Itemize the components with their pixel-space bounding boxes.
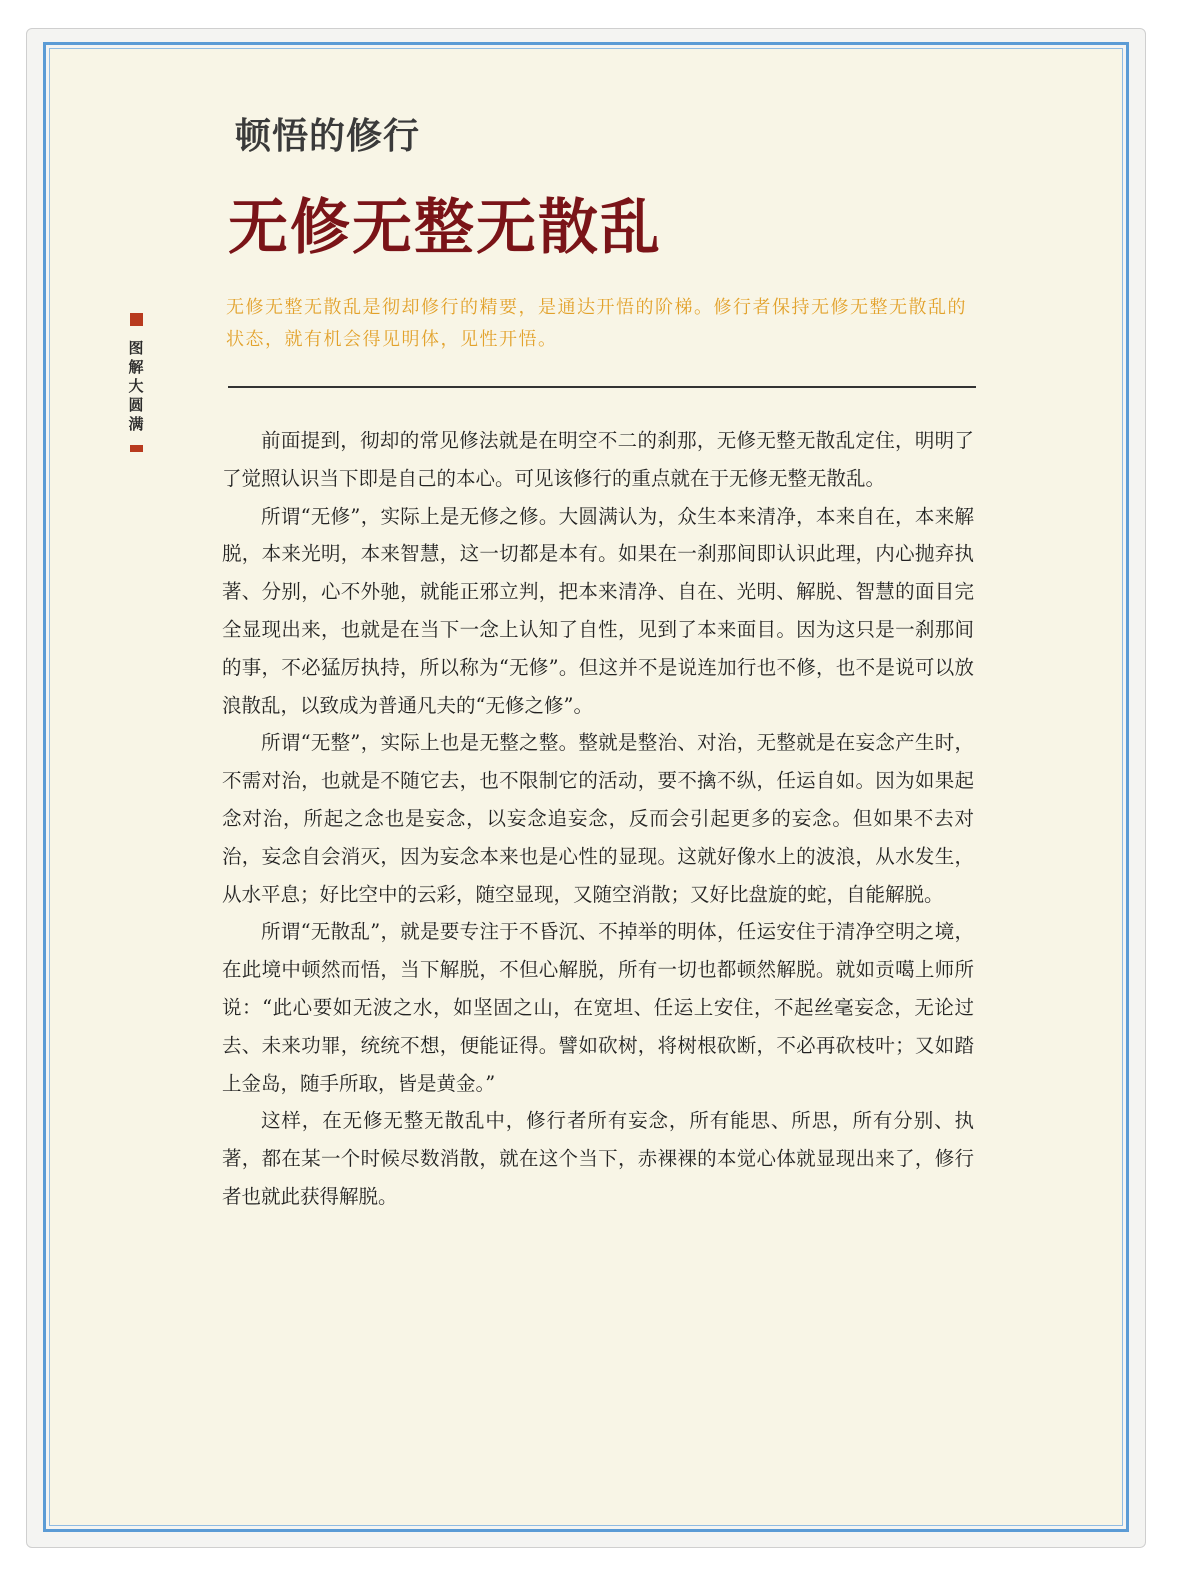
- paragraph: 所谓“无整”，实际上也是无整之整。整就是整治、对治，无整就是在妄念产生时，不需对治，也就是不随它去，也不限制它的活动，要不擒不纵，任运自如。因为如果起念对治，所起之念也是妄念，以妄念追妄念，反而会引起更多的妄念。但如果不去对治，妄念自会消灭，因为妄念本来也是心性的显现。这就好像水上的波浪，从水发生，从水平息；好比空中的云彩，随空显现，又随空消散；又好比盘旋的蛇，自能解脱。: [222, 731, 974, 906]
- body-text: [222, 422, 974, 1216]
- paragraph: 所谓“无散乱”，就是要专注于不昏沉、不掉举的明体，任运安住于清净空明之境，在此境中顿然而悟，当下解脱，不但心解脱，所有一切也都顿然解脱。就如贡噶上师所说：“此心要如无波之水，如坚固之山，在宽坦、任运上安住，不起丝毫妄念，无论过去、未来功罪，统统不想，便能证得。譬如砍树，将树根砍断，不必再砍枝叶；又如踏上金岛，随手所取，皆是黄金。”: [222, 920, 974, 1095]
- section-subtitle: 顿悟的修行: [235, 116, 421, 157]
- side-running-header: [124, 313, 148, 452]
- paragraph: 前面提到，彻却的常见修法就是在明空不二的刹那，无修无整无散乱定住，明明了了觉照认识当下即是自己的本心。可见该修行的重点就在于无修无整无散乱。: [222, 429, 974, 490]
- red-seal-mark: [130, 313, 143, 326]
- side-book-title: 图解大圆满: [126, 340, 145, 435]
- paragraph: 所谓“无修”，实际上是无修之修。大圆满认为，众生本来清净，本来自在，本来解脱，本来光明，本来智慧，这一切都是本有。如果在一刹那间即认识此理，内心抛弃执著、分别，心不外驰，就能正邪立判，把本来清净、自在、光明、解脱、智慧的面目完全显现出来，也就是在当下一念上认知了自性，见到了本来面目。因为这只是一刹那间的事，不必猛厉执持，所以称为“无修”。但这并不是说连加行也不修，也不是说可以放浪散乱，以致成为普通凡夫的“无修之修”。: [222, 504, 974, 717]
- intro-summary: 无修无整无散乱是彻却修行的精要，是通达开悟的阶梯。修行者保持无修无整无散乱的状态，就有机会得见明体，见性开悟。: [226, 297, 967, 350]
- divider-rule: [228, 386, 976, 388]
- paragraph: 这样，在无修无整无散乱中，修行者所有妄念，所有能思、所思，所有分别、执著，都在某一个时候尽数消散，就在这个当下，赤裸裸的本觉心体就显现出来了，修行者也就此获得解脱。: [222, 1109, 974, 1208]
- page-title: 无修无整无散乱: [228, 193, 662, 263]
- red-seal-mark-bottom: [130, 445, 143, 452]
